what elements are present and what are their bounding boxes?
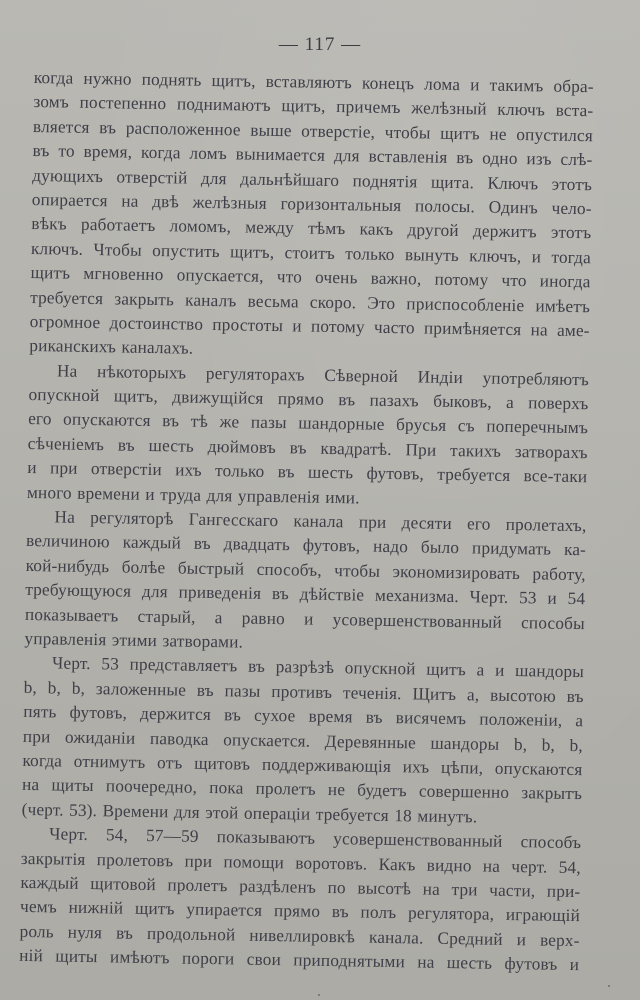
text-line: огромное достоинство простоты и потому часто примѣняется на аме- xyxy=(29,311,590,341)
paragraph-4 xyxy=(21,651,584,831)
text-line: зомъ постепенно поднимаютъ щитъ, причемъ желѣзный ключъ вста- xyxy=(33,92,594,121)
text-line: пять футовъ, держится въ сухое время въ висячемъ положенiи, а xyxy=(23,702,584,731)
text-line: чемъ нижнiй щитъ упирается прямо въ полъ регулятора, играющiй xyxy=(19,897,581,926)
text-line: когда нужно поднять щитъ, вставляютъ конецъ лома и такимъ обра- xyxy=(33,67,594,97)
text-line: На регуляторѣ Гангесскаго канала при десяти его пролетахъ, xyxy=(54,507,587,536)
body-text xyxy=(19,66,594,978)
text-line: На нѣкоторыхъ регуляторахъ Сѣверной Индiи употребляютъ xyxy=(56,361,590,389)
page-number: — 117 — xyxy=(278,34,362,55)
text-line: щитъ мгновенно опускается, что очень важно, потому что иногда xyxy=(30,263,591,292)
paragraph-2 xyxy=(27,359,589,515)
paper-speck xyxy=(318,994,320,996)
text-line: ключъ. Чтобы опустить щитъ, стоитъ только вынуть ключъ, и тогда xyxy=(30,238,592,267)
text-line: показываетъ старый, а равно и усовершенствованный способы xyxy=(24,604,585,633)
text-line: требуется закрыть каналъ весьма скоро. Это приспособленiе имѣетъ xyxy=(30,287,591,316)
text-line: риканскихъ каналахъ. xyxy=(29,336,194,358)
paper-speck xyxy=(608,985,610,987)
text-line: кой-нибудь болѣе быстрый способъ, чтобы экономизировать работу, xyxy=(25,555,586,585)
paragraph-3 xyxy=(24,505,586,661)
text-line: закрытiя пролетовъ при помощи воротовъ. Какъ видно на черт. 54, xyxy=(20,848,581,877)
text-line: его опускаются въ тѣ же пазы шандорные брусья съ поперечнымъ xyxy=(27,409,589,438)
paragraph-5 xyxy=(19,822,581,978)
text-line: и при отверстiи ихъ только въ шесть футовъ, требуется все-таки xyxy=(27,458,588,487)
text-line: когда отнимутъ отъ щитовъ поддерживающiя ихъ цѣпи, опускаются xyxy=(22,750,583,780)
text-line: управленiя этими затворами. xyxy=(24,628,244,652)
text-line: вляется въ расположенное выше отверстiе, чтобы щитъ не опустился xyxy=(32,116,594,146)
text-line: требующуюся для приведенiя въ дѣйствiе механизма. Черт. 53 и 54 xyxy=(25,580,586,609)
text-line: опускной щитъ, движущiйся прямо въ пазахъ быковъ, а поверхъ xyxy=(28,385,589,414)
text-line: каждый щитовой пролетъ раздѣленъ по высотѣ на три части, при- xyxy=(20,872,581,902)
text-line: величиною каждый въ двадцать футовъ, надо было придумать ка- xyxy=(25,531,587,560)
text-line: въ то время, когда ломъ вынимается для вставленiя въ одно изъ слѣ- xyxy=(32,141,593,170)
text-line: нiй щиты имѣютъ пороги свои приподнятыми на шесть футовъ и xyxy=(19,945,580,975)
text-line: сѣченiемъ въ шесть дюймовъ въ квадратѣ. При такихъ затворахъ xyxy=(27,433,588,463)
text-line: Черт. 53 представляетъ въ разрѣзѣ опускной щитъ a и шандоры xyxy=(51,653,585,682)
text-line: (черт. 53). Времени для этой операцiи требуется 18 минутъ. xyxy=(21,799,478,827)
text-line: на щиты поочередно, пока пролетъ не будетъ совершенно закрытъ xyxy=(21,775,583,804)
text-line: опирается на двѣ желѣзныя горизонтальныя полосы. Одинъ чело- xyxy=(31,189,592,219)
text-line: дующихъ отверстiй для дальнѣйшаго поднятiя щита. Ключъ этотъ xyxy=(32,165,593,194)
text-line: много времени и труда для управленiя ими. xyxy=(26,482,360,508)
text-line: Черт. 54, 57—59 показываютъ усовершенствованный способъ xyxy=(49,824,582,853)
text-line: b, b, b, заложенные въ пазы противъ теченiя. Щитъ a, высотою въ xyxy=(23,677,584,706)
text-line: вѣкъ работаетъ ломомъ, между тѣмъ какъ другой держитъ этотъ xyxy=(31,214,592,243)
text-line: роль нуля въ продольной нивеллировкѣ канала. Средний и верх- xyxy=(19,921,580,950)
text-line: при ожиданiи паводка опускается. Деревянные шандоры b, b, b, xyxy=(22,726,583,755)
paragraph-1 xyxy=(29,66,594,368)
